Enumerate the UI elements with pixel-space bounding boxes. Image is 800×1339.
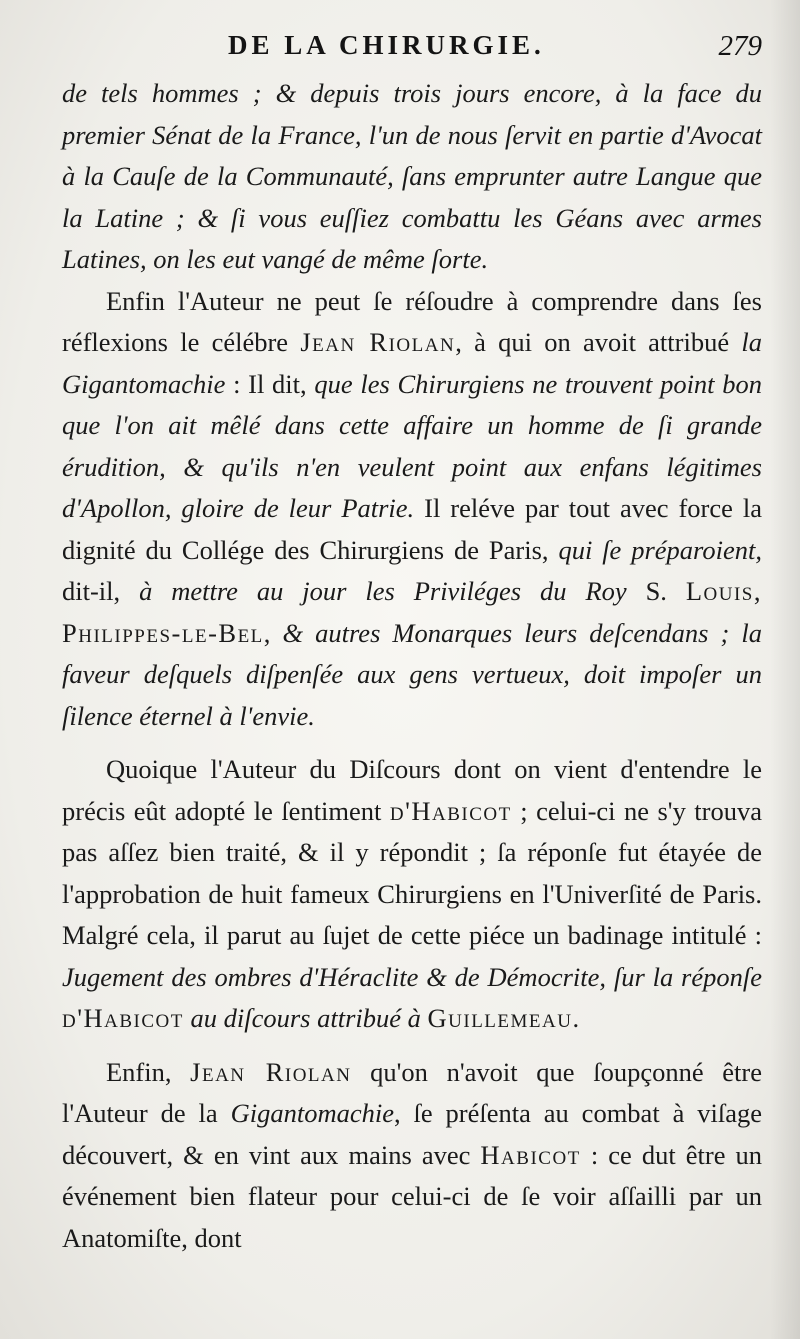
p2-text-1: Enfin l'Auteur ne peut ſe réſoudre à comprendre dans ſes réflexions le célébre: [62, 285, 762, 357]
p2-quote-4: & autres Monarques leurs deſcendans ; la faveur deſquels diſpenſée aux gens vertueux, doit impoſer un ſilence éternel à l'envie.: [62, 617, 762, 731]
paragraph-3: [62, 749, 762, 1040]
page-gutter-shadow: [770, 0, 800, 1339]
paragraph-2: [62, 281, 762, 738]
p3-text-1: Quoique l'Auteur du Diſcours dont on vient d'entendre le précis eût adopté le ſentiment: [62, 754, 762, 826]
title-jugement: Jugement des ombres d'Héraclite & de Démocrite, ſur la réponſe: [62, 961, 762, 992]
paragraph-4: [62, 1052, 762, 1260]
name-guillemeau: Guillemeau.: [427, 1003, 581, 1033]
name-jean-riolan: Jean Riolan: [300, 327, 456, 357]
title-gigantomachie-2: Gigantomachie: [230, 1098, 394, 1128]
p3-space-3: [421, 1003, 428, 1033]
name-habicot-1: d'Habicot: [389, 795, 512, 826]
p3-text-2: ; celui-ci ne s'y trouva pas aſſez bien traité, & il y répondit ; ſa réponſe fut étayée de l'approbation de huit fameux Chirurgiens en l'Univerſité de Paris. Malgré cela, il parut au ſujet de cette piéce un badinage intitulé :: [62, 795, 763, 950]
title-gigantomachie: la Gigantomachie: [62, 327, 762, 399]
p2-text-3: : Il dit,: [225, 368, 315, 399]
name-louis-philippes: Louis, Philippes-le-Bel: [62, 576, 762, 648]
p2-quote-1: que les Chirurgiens ne trouvent point bon que l'on ait mêlé dans cette affaire un homme de ſi grande érudition, & qu'ils n'en veulent point aux enfans légitimes d'Apollon, gloire de leur Patrie.: [62, 368, 762, 523]
p2-text-7: ,: [263, 617, 283, 648]
p4-text-3: , ſe préſenta au combat à viſage découvert, & en vint aux mains avec: [62, 1098, 762, 1170]
name-habicot-3: Habicot: [480, 1139, 581, 1170]
page-header: [228, 30, 762, 70]
p2-text-4: Il reléve par tout avec force la dignité du Collége des Chirurgiens de Paris,: [62, 493, 762, 565]
p4-text-2: qu'on n'avoit que ſoupçonné être l'Auteur de la: [62, 1056, 762, 1128]
p2-text-5: dit-il,: [62, 576, 140, 606]
quote-continuation: de tels hommes ; & depuis trois jours encore, à la face du premier Sénat de la France, l'un de nous ſervit en partie d'Avocat à la Cauſe de la Communauté, ſans emprunter autre Langue que la Latine ; & ſi vous euſſiez combattu les Géans avec armes Latines, on les eut vangé de même ſorte.: [62, 78, 762, 274]
body-text: [62, 73, 762, 1259]
p2-text-6: S.: [626, 576, 686, 606]
name-jean-riolan-2: Jean Riolan: [190, 1056, 352, 1087]
p4-text-1: Enfin,: [106, 1056, 191, 1087]
p4-text-4: : ce dut être un événement bien flateur pour celui-ci de ſe voir aſſailli par un Anatomiſte, dont: [62, 1139, 763, 1253]
running-head: DE LA CHIRURGIE.: [228, 30, 545, 60]
paragraph-1: [62, 73, 762, 281]
p2-quote-3: à mettre au jour les Priviléges du Roy: [139, 576, 627, 606]
p3-quote: au diſcours attribué à: [190, 1003, 421, 1033]
p2-text-2: , à qui on avoit attribué: [455, 327, 742, 357]
p2-quote-2: qui ſe préparoient,: [558, 534, 762, 565]
name-habicot-2: d'Habicot: [62, 1003, 184, 1033]
page-number: 279: [718, 30, 762, 62]
